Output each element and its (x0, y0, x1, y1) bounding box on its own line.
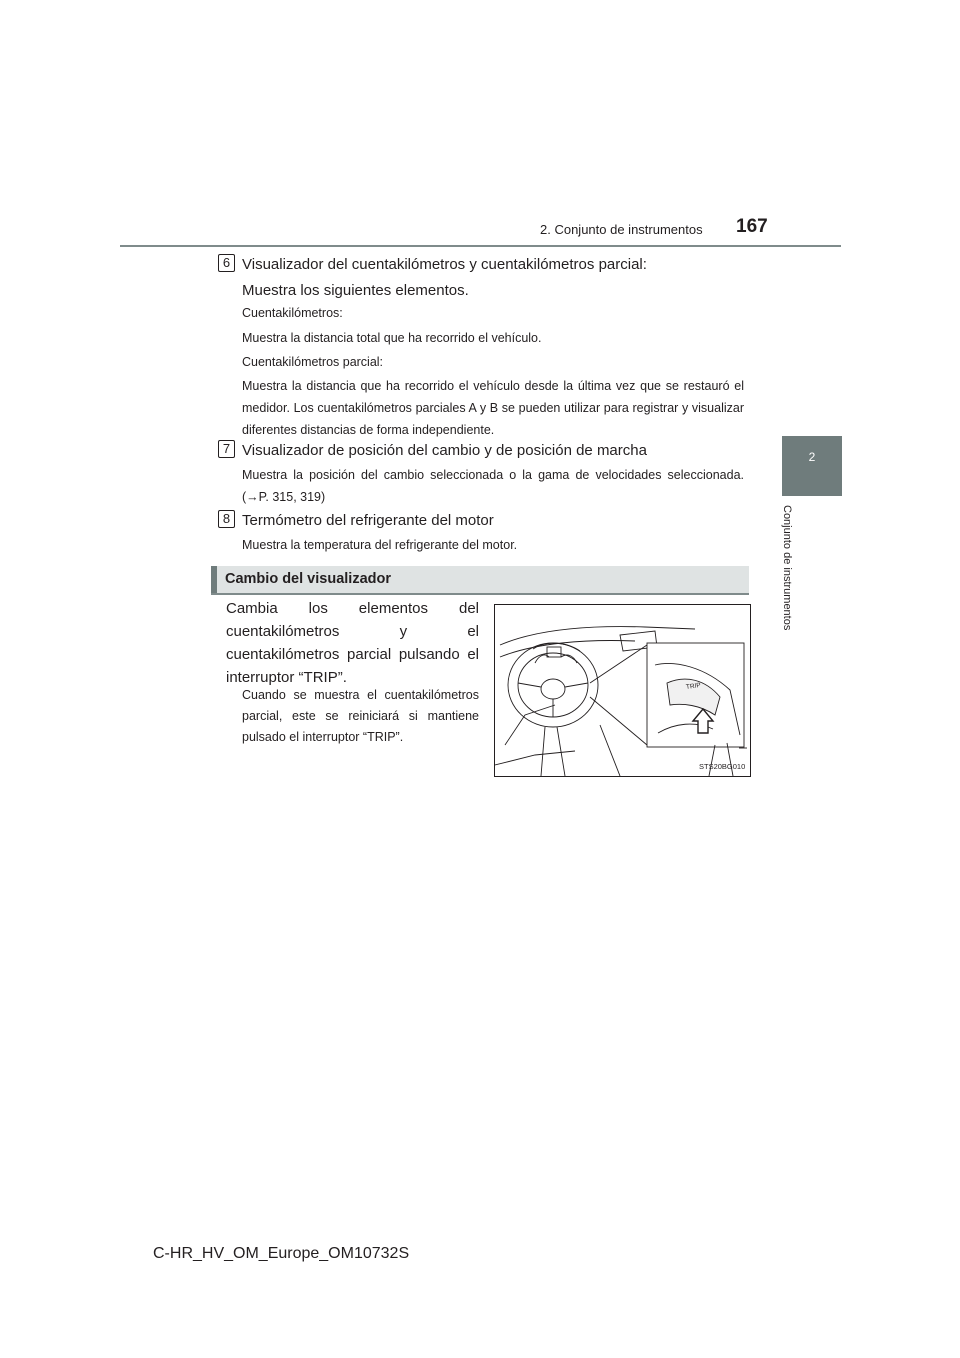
section-heading-bar (211, 566, 217, 593)
chapter-tab-label: Conjunto de instrumentos (781, 505, 793, 631)
item-number-badge: 6 (218, 254, 235, 272)
footer-doc-id: C-HR_HV_OM_Europe_OM10732S (153, 1245, 410, 1262)
header-section-title: 2. Conjunto de instrumentos (540, 222, 703, 237)
section-lead-text: Cambia los elementos del cuentakilómetros y el cuentakilómetros parcial pulsando el interruptor “TRIP”. (226, 600, 479, 686)
item-title: Termómetro del refrigerante del motor (242, 512, 494, 529)
paragraph: Cuentakilómetros parcial: (242, 355, 384, 369)
paragraph: Muestra la distancia total que ha recorrido el vehículo. (242, 331, 542, 345)
item-number-badge: 8 (218, 510, 235, 528)
trip-button-label: TRIP (685, 682, 702, 691)
item-title: Visualizador de posición del cambio y de posición de marcha (242, 442, 647, 459)
paragraph: Muestra la posición del cambio seleccionada o la gama de velocidades seleccionada. (→P. 315, 319) (242, 468, 744, 504)
paragraph: Cuentakilómetros: (242, 306, 343, 320)
dashboard-drawing (495, 605, 750, 776)
item-subtitle: Muestra los siguientes elementos. (242, 282, 469, 299)
section-heading-text: Cambio del visualizador (225, 571, 391, 587)
page-number: 167 (736, 216, 768, 237)
section-heading (211, 566, 749, 595)
section-note-text: Cuando se muestra el cuentakilómetros parcial, este se reiniciará si mantiene pulsado el interruptor “TRIP”. (242, 688, 479, 744)
paragraph: Muestra la temperatura del refrigerante del motor. (242, 538, 518, 552)
dashboard-illustration (494, 604, 751, 777)
header-rule (120, 245, 841, 247)
item-title: Visualizador del cuentakilómetros y cuentakilómetros parcial: (242, 256, 647, 273)
paragraph: Muestra la distancia que ha recorrido el vehículo desde la última vez que se restauró el medidor. Los cuentakilómetros parciales A y B se pueden utilizar para registrar y visualizar diferentes distancias de forma independiente. (242, 379, 744, 437)
chapter-tab (782, 436, 842, 496)
illustration-code: STS20BG010 (699, 762, 746, 771)
chapter-tab-number: 2 (808, 450, 816, 464)
item-number-badge: 7 (218, 440, 235, 458)
